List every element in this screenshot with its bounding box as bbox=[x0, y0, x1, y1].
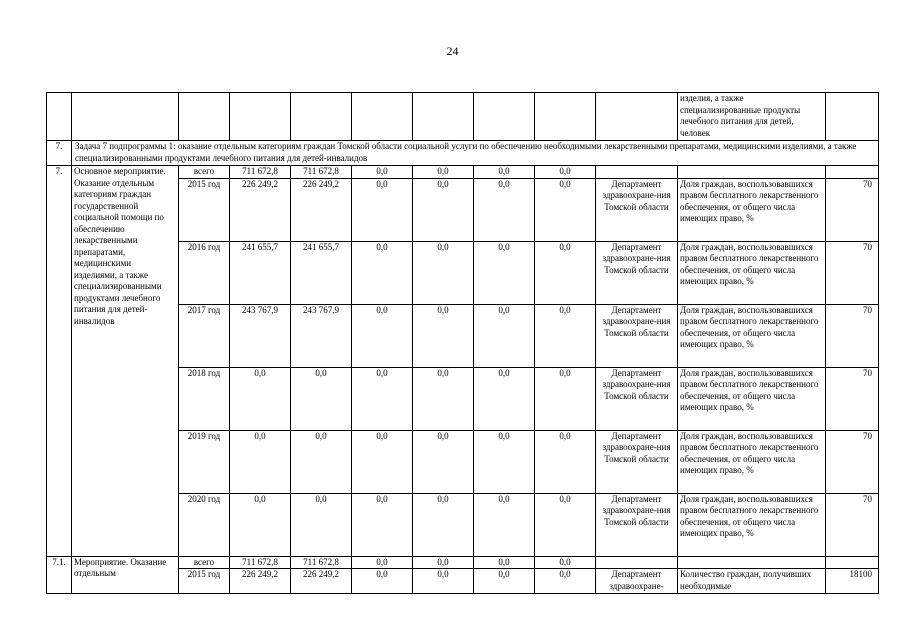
value-cell: 0,0 bbox=[291, 430, 352, 493]
value-cell: 0,0 bbox=[352, 166, 413, 179]
indicator-cell: Доля граждан, воспользовавшихся правом бесплатного лекарственного обеспечения, от общего числа имеющих право, % bbox=[678, 493, 826, 556]
value-cell: 0,0 bbox=[413, 166, 474, 179]
value-cell: 0,0 bbox=[535, 493, 596, 556]
value-cell: 0,0 bbox=[535, 241, 596, 304]
value-cell: 0,0 bbox=[535, 556, 596, 569]
value-cell: 0,0 bbox=[230, 367, 291, 430]
period-cell: всего bbox=[179, 556, 230, 569]
value-cell: 0,0 bbox=[413, 304, 474, 367]
department-cell: Департамент здравоохране-ния Томской области bbox=[596, 178, 678, 241]
value-cell: 0,0 bbox=[535, 430, 596, 493]
period-cell: 2015 год bbox=[179, 569, 230, 594]
target-value: 70 bbox=[826, 367, 879, 430]
program-table bbox=[46, 92, 879, 594]
value-cell: 243 767,9 bbox=[230, 304, 291, 367]
value-cell: 0,0 bbox=[535, 367, 596, 430]
value-cell: 0,0 bbox=[413, 430, 474, 493]
value-cell: 0,0 bbox=[352, 367, 413, 430]
period-cell: 2018 год bbox=[179, 367, 230, 430]
target-value: 70 bbox=[826, 178, 879, 241]
table-row bbox=[47, 166, 879, 179]
period-cell: 2016 год bbox=[179, 241, 230, 304]
row-number: 7. bbox=[47, 141, 72, 166]
value-cell: 0,0 bbox=[413, 367, 474, 430]
row-number: 7. bbox=[47, 166, 72, 557]
value-cell: 0,0 bbox=[413, 493, 474, 556]
target-value: 18100 bbox=[826, 569, 879, 594]
value-cell: 0,0 bbox=[474, 304, 535, 367]
value-cell: 0,0 bbox=[291, 493, 352, 556]
value-cell: 0,0 bbox=[352, 241, 413, 304]
value-cell: 0,0 bbox=[535, 178, 596, 241]
value-cell: 0,0 bbox=[413, 556, 474, 569]
value-cell: 0,0 bbox=[474, 166, 535, 179]
period-cell: 2015 год bbox=[179, 178, 230, 241]
target-value: 70 bbox=[826, 241, 879, 304]
value-cell: 0,0 bbox=[230, 430, 291, 493]
department-cell: Департамент здравоохране- bbox=[596, 569, 678, 594]
value-cell: 711 672,8 bbox=[291, 166, 352, 179]
value-cell: 0,0 bbox=[413, 569, 474, 594]
value-cell: 711 672,8 bbox=[230, 556, 291, 569]
value-cell: 0,0 bbox=[474, 430, 535, 493]
value-cell: 0,0 bbox=[474, 569, 535, 594]
target-value: 70 bbox=[826, 304, 879, 367]
measure-name: Мероприятие. Оказание отдельным bbox=[72, 556, 179, 594]
page-number: 24 bbox=[446, 44, 459, 58]
value-cell: 0,0 bbox=[413, 178, 474, 241]
task-row bbox=[47, 141, 879, 166]
value-cell: 0,0 bbox=[413, 241, 474, 304]
indicator-cell: Доля граждан, воспользовавшихся правом бесплатного лекарственного обеспечения, от общего числа имеющих право, % bbox=[678, 367, 826, 430]
indicator-cell: Доля граждан, воспользовавшихся правом бесплатного лекарственного обеспечения, от общего числа имеющих право, % bbox=[678, 430, 826, 493]
value-cell: 0,0 bbox=[474, 178, 535, 241]
value-cell: 0,0 bbox=[474, 241, 535, 304]
row-number: 7.1. bbox=[47, 556, 72, 594]
table-row bbox=[47, 93, 879, 141]
period-cell: 2020 год bbox=[179, 493, 230, 556]
value-cell: 0,0 bbox=[535, 569, 596, 594]
task-text: Задача 7 подпрограммы 1: оказание отдельным категориям граждан Томской области социальной услуги по обеспечению необходимыми лекарственными препаратами, медицинскими изделиями, а также специализированными продуктами лечебного питания для детей-инвалидов bbox=[72, 141, 879, 166]
indicator-cell: Доля граждан, воспользовавшихся правом бесплатного лекарственного обеспечения, от общего числа имеющих право, % bbox=[678, 241, 826, 304]
department-cell: Департамент здравоохране-ния Томской области bbox=[596, 493, 678, 556]
value-cell: 0,0 bbox=[352, 178, 413, 241]
indicator-cell: Доля граждан, воспользовавшихся правом бесплатного лекарственного обеспечения, от общего числа имеющих право, % bbox=[678, 178, 826, 241]
target-value: 70 bbox=[826, 430, 879, 493]
value-cell: 241 655,7 bbox=[230, 241, 291, 304]
value-cell: 0,0 bbox=[535, 304, 596, 367]
value-cell: 0,0 bbox=[291, 367, 352, 430]
value-cell: 0,0 bbox=[352, 430, 413, 493]
period-cell: всего bbox=[179, 166, 230, 179]
department-cell: Департамент здравоохране-ния Томской области bbox=[596, 241, 678, 304]
department-cell: Департамент здравоохране-ния Томской области bbox=[596, 304, 678, 367]
indicator-cell: Количество граждан, получивших необходимые bbox=[678, 569, 826, 594]
department-cell: Департамент здравоохране-ния Томской области bbox=[596, 367, 678, 430]
department-cell: Департамент здравоохране-ния Томской области bbox=[596, 430, 678, 493]
measure-name: Основное мероприятие. Оказание отдельным категориям граждан государственной социальной помощи по обеспечению лекарственными препаратами, медицинскими изделиями, а также специализированными продуктами лечебного питания для детей-инвалидов bbox=[72, 166, 179, 557]
value-cell: 0,0 bbox=[474, 367, 535, 430]
value-cell: 0,0 bbox=[352, 493, 413, 556]
value-cell: 711 672,8 bbox=[291, 556, 352, 569]
value-cell: 226 249,2 bbox=[291, 178, 352, 241]
indicator-cell: изделия, а также специализированные продукты лечебного питания для детей, человек bbox=[678, 93, 826, 141]
value-cell: 0,0 bbox=[352, 556, 413, 569]
value-cell: 241 655,7 bbox=[291, 241, 352, 304]
value-cell: 226 249,2 bbox=[230, 178, 291, 241]
value-cell: 711 672,8 bbox=[230, 166, 291, 179]
period-cell: 2019 год bbox=[179, 430, 230, 493]
indicator-cell: Доля граждан, воспользовавшихся правом бесплатного лекарственного обеспечения, от общего числа имеющих право, % bbox=[678, 304, 826, 367]
value-cell: 0,0 bbox=[535, 166, 596, 179]
value-cell: 0,0 bbox=[474, 493, 535, 556]
value-cell: 226 249,2 bbox=[291, 569, 352, 594]
value-cell: 0,0 bbox=[230, 493, 291, 556]
value-cell: 226 249,2 bbox=[230, 569, 291, 594]
value-cell: 0,0 bbox=[352, 304, 413, 367]
table-row bbox=[47, 556, 879, 569]
value-cell: 243 767,9 bbox=[291, 304, 352, 367]
value-cell: 0,0 bbox=[474, 556, 535, 569]
value-cell: 0,0 bbox=[352, 569, 413, 594]
target-value: 70 bbox=[826, 493, 879, 556]
period-cell: 2017 год bbox=[179, 304, 230, 367]
